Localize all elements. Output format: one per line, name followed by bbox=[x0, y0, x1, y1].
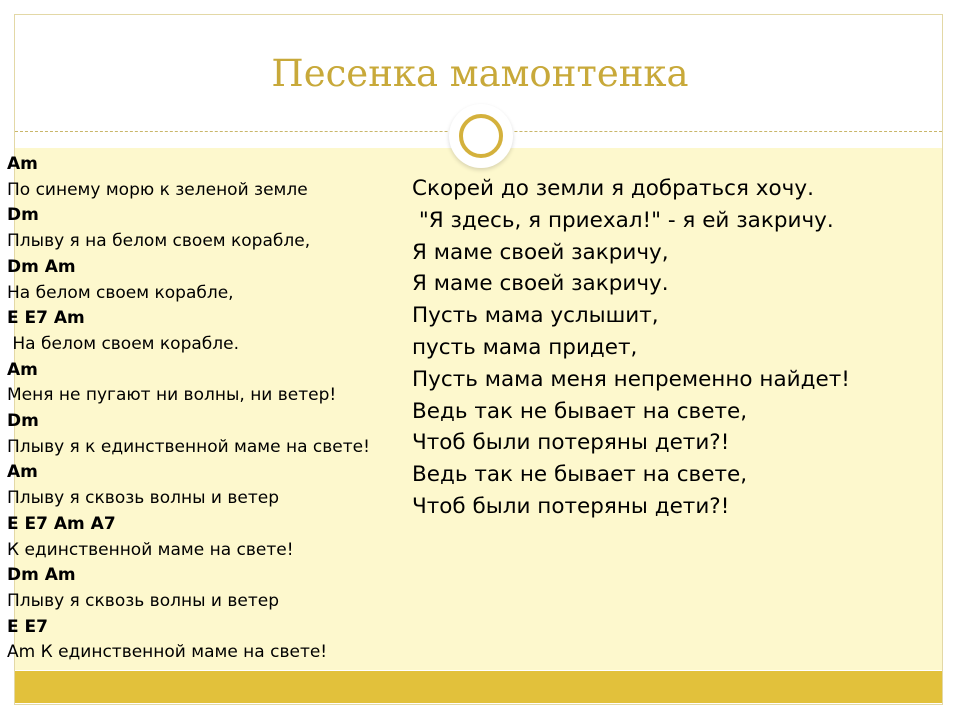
chords-lyrics-column bbox=[7, 152, 437, 666]
chord-line: Dm bbox=[7, 205, 39, 226]
lyric-line: Плыву я к единственной маме на свете! bbox=[7, 436, 370, 457]
lyric-line: "Я здесь, я приехал!" - я ей закричу. bbox=[412, 207, 834, 233]
lyric-line: Чтоб были потеряны дети?! bbox=[412, 493, 730, 519]
chord-line: Am bbox=[7, 154, 38, 174]
lyric-line: Пусть мама меня непременно найдет! bbox=[412, 366, 850, 392]
lyric-line: Плыву я сквозь волны и ветер bbox=[7, 488, 279, 509]
lyric-line: Чтоб были потеряны дети?! bbox=[412, 430, 730, 456]
chord-line: E E7 Am A7 bbox=[7, 513, 116, 534]
chord-line: Dm Am bbox=[7, 565, 76, 586]
chord-line: Dm bbox=[7, 411, 39, 432]
footer-bar bbox=[15, 671, 942, 703]
lyric-line: На белом своем корабле. bbox=[7, 333, 239, 354]
lyric-line: Ведь так не бывает на свете, bbox=[412, 462, 748, 488]
lyrics-column bbox=[412, 173, 960, 523]
chord-line: Am bbox=[7, 359, 38, 380]
lyric-line: Я маме своей закричу. bbox=[412, 271, 669, 297]
lyric-line: Меня не пугают ни волны, ни ветер! bbox=[7, 385, 337, 406]
lyric-line: По синему морю к зеленой земле bbox=[7, 179, 308, 200]
chord-line: Am bbox=[7, 462, 38, 483]
lyric-line: К единственной маме на свете! bbox=[7, 539, 294, 560]
lyric-line: Плыву я на белом своем корабле, bbox=[7, 231, 311, 252]
lyric-line: Плыву я сквозь волны и ветер bbox=[7, 590, 279, 611]
lyric-line: Пусть мама услышит, bbox=[412, 303, 659, 329]
lyric-line: Am К единственной маме на свете! bbox=[7, 642, 328, 663]
lyric-line: Ведь так не бывает на свете, bbox=[412, 398, 748, 424]
lyric-line: Я маме своей закричу, bbox=[412, 239, 669, 265]
ring-ornament-icon bbox=[449, 104, 513, 168]
lyric-line: пусть мама придет, bbox=[412, 334, 638, 360]
chord-line: E E7 bbox=[7, 616, 48, 637]
lyric-line: Скорей до земли я добраться хочу. bbox=[412, 176, 814, 201]
chord-line: E E7 Am bbox=[7, 308, 85, 329]
chord-line: Dm Am bbox=[7, 256, 76, 277]
slide-title: Песенка мамонтенка bbox=[271, 52, 689, 95]
lyric-line: На белом своем корабле, bbox=[7, 282, 234, 303]
